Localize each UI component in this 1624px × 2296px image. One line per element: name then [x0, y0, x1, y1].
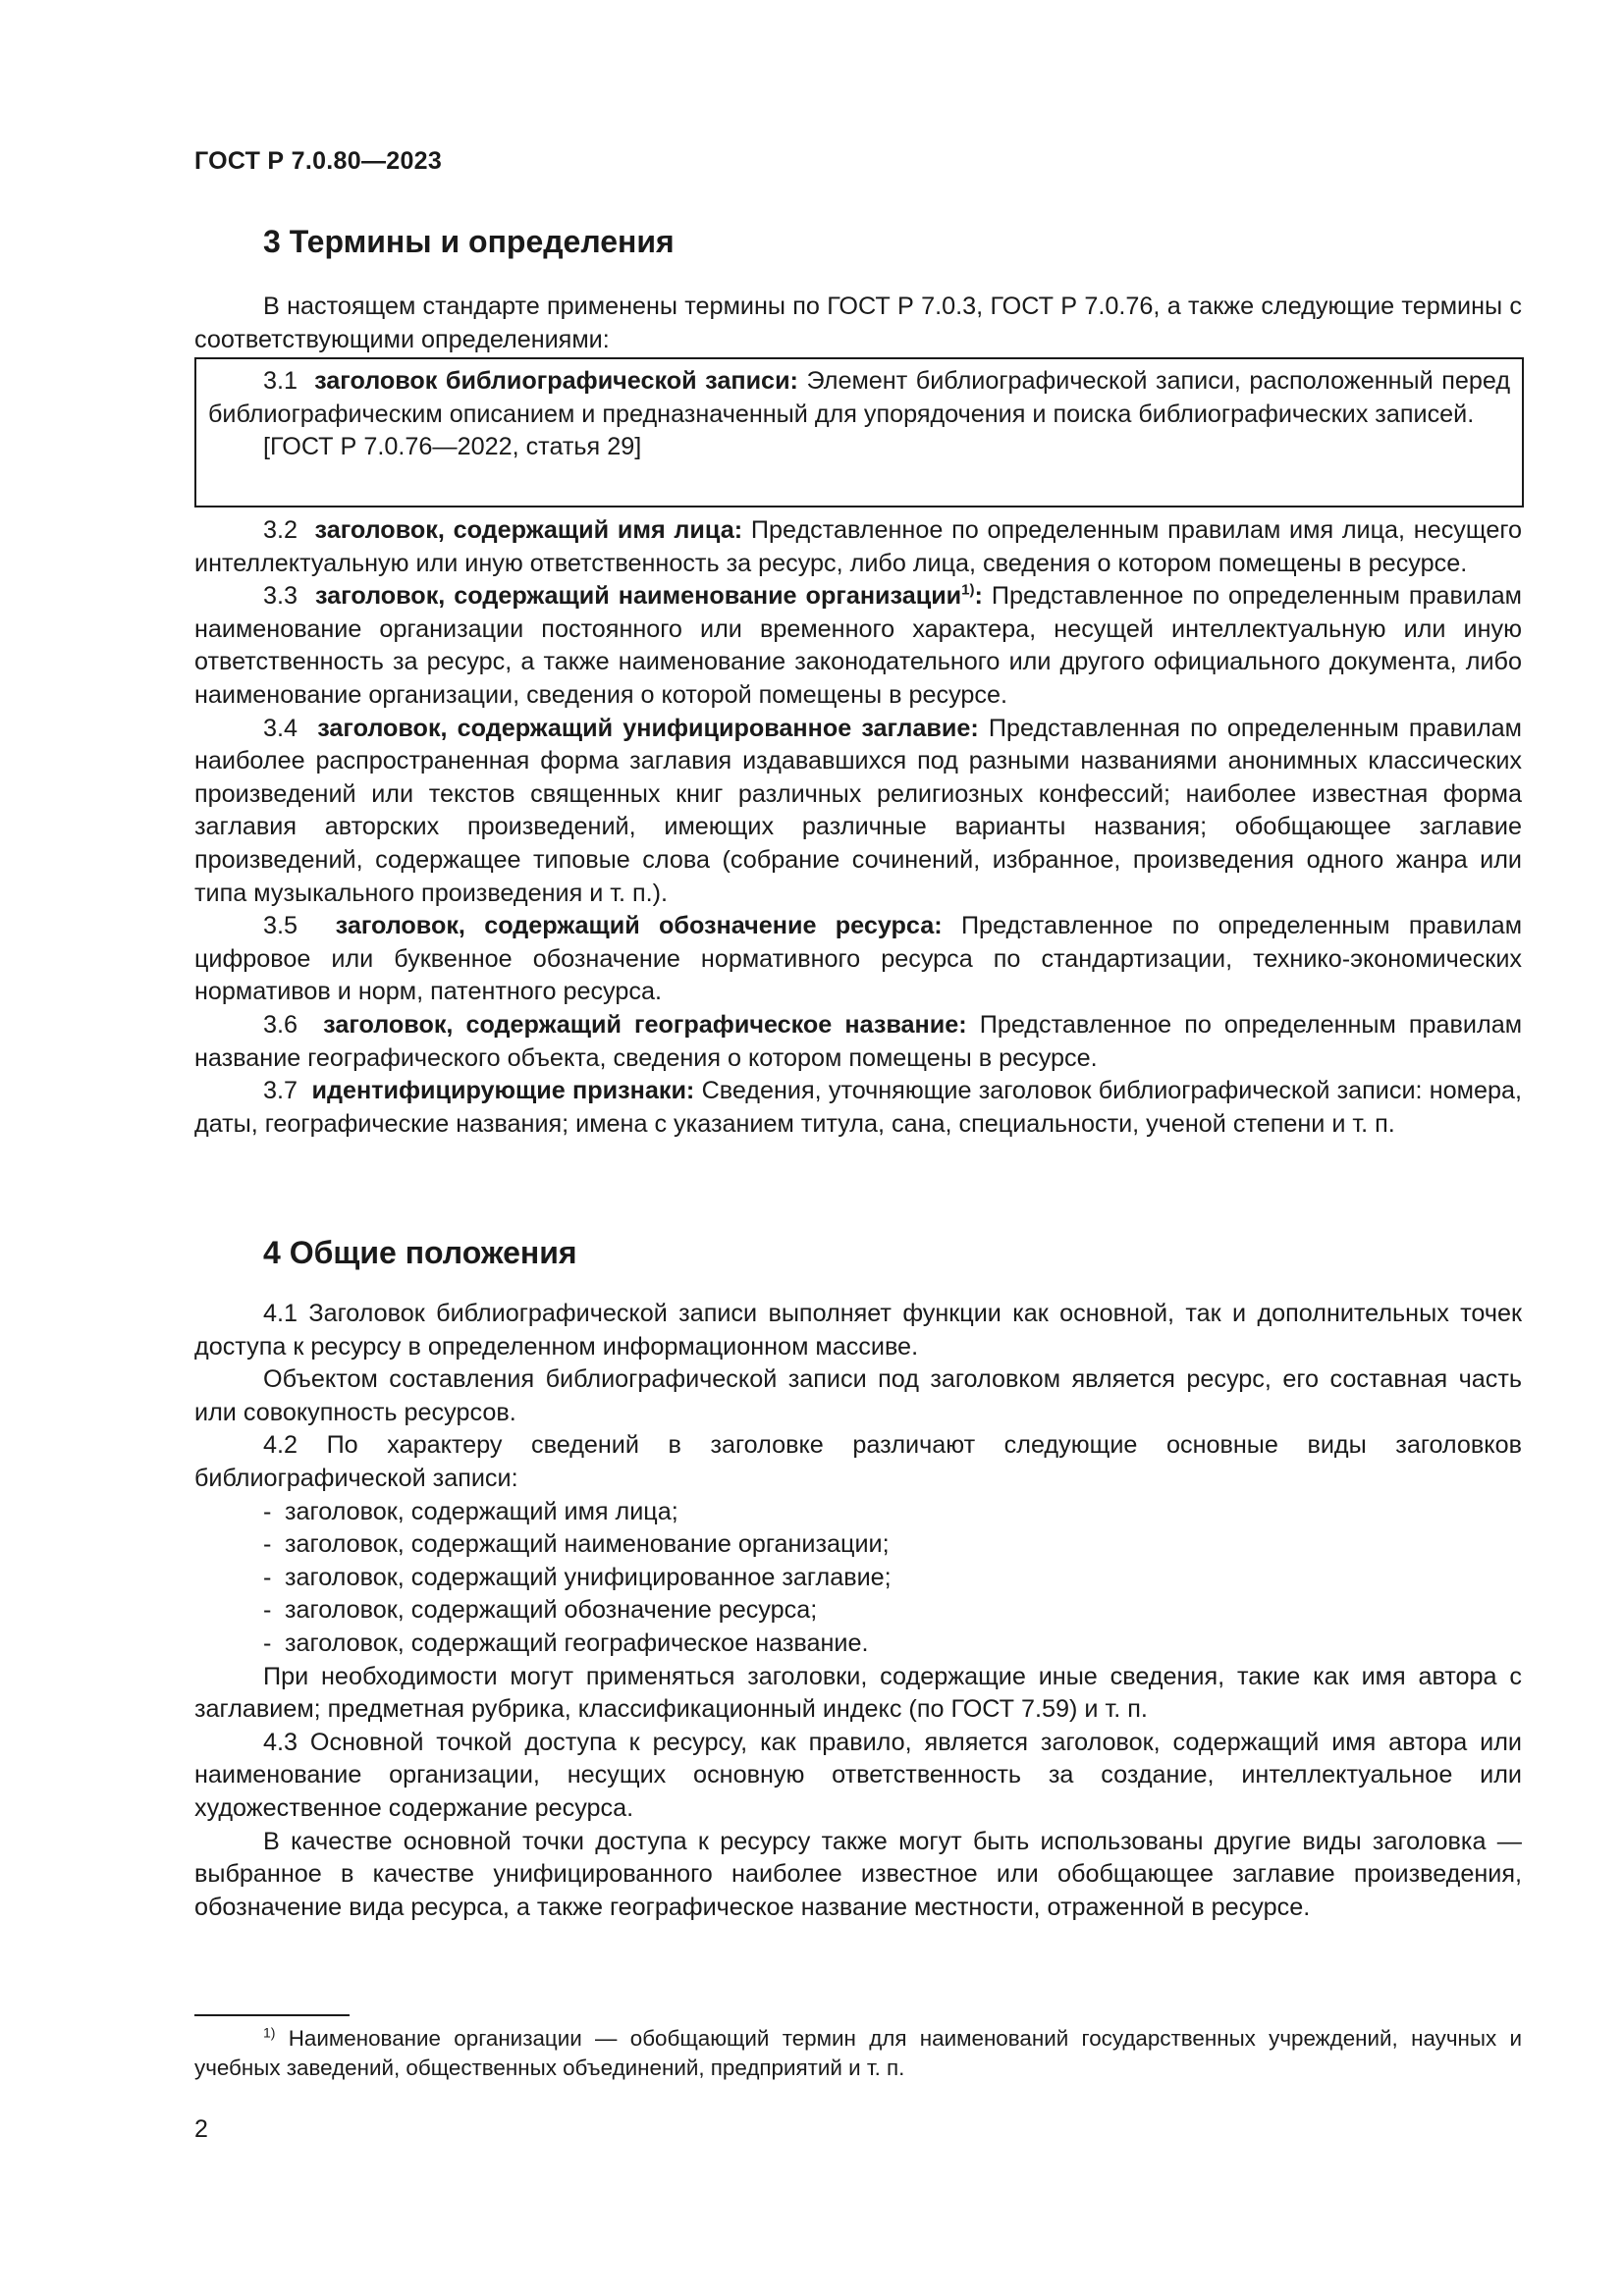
term-3-3 [194, 580, 1522, 712]
term-3-5 [194, 910, 1522, 1009]
term-number: 3.3 [263, 582, 298, 611]
term-name: заголовок, содержащий унифицированное заглавие: [317, 714, 979, 742]
term-name: заголовок, содержащий наименование организации$^{1)}$: [314, 581, 983, 611]
list-item: - заголовок, содержащий географическое название. [194, 1628, 1522, 1661]
term-number: 3.2 [263, 516, 298, 544]
paragraph-4-1: 4.1 Заголовок библиографической записи выполняет функции как основной, так и дополнительных точек доступа к ресурсу в определенном информационном массиве. [194, 1300, 1522, 1361]
section-4-title: 4 Общие положения [263, 1235, 577, 1270]
term-name: заголовок, содержащий обозначение ресурса: [335, 912, 943, 940]
term-3-4 [194, 713, 1522, 911]
term-number: 3.4 [263, 714, 298, 742]
intro-paragraph: В настоящем стандарте применены термины по ГОСТ Р 7.0.3, ГОСТ Р 7.0.76, а также следующие термины с соответствующими определениями: [194, 293, 1522, 353]
paragraph-4-1-object: Объектом составления библиографической записи под заголовком является ресурс, его составная часть или совокупность ресурсов. [194, 1365, 1522, 1426]
page-number: 2 [194, 2115, 208, 2143]
footnote-reference[interactable]: 1) [961, 581, 975, 599]
section-4-body [194, 1298, 1522, 1924]
term-definition: Сведения, уточняющие заголовок библиографической записи: номера, даты, географические названия; имена с указанием титула, сана, специальности, ученой степени и т. п. [194, 1077, 1523, 1138]
term-name: заголовок библиографической записи: [314, 367, 798, 395]
term-definition: Представленное по определенным правилам цифровое или буквенное обозначение нормативного ресурса по стандартизации, технико-экономических нормативов и норм, патентного ресурса. [194, 912, 1523, 1006]
section-3-title: 3 Термины и определения [263, 224, 675, 259]
paragraph-4-3: 4.3 Основной точкой доступа к ресурсу, как правило, является заголовок, содержащий имя автора или наименование организации, несущих основную ответственность за создание, интеллектуальное или художественное содержание ресурса. [194, 1728, 1522, 1822]
term-definition: Представленное по определенным правилам имя лица, несущего интеллектуальную или иную ответственность за ресурс, либо лица, сведения о котором помещены в ресурсе. [194, 516, 1522, 577]
term-definition: Представленное по определенным правилам название географического объекта, сведения о котором помещены в ресурсе. [194, 1010, 1523, 1072]
list-item: - заголовок, содержащий имя лица; [194, 1496, 1522, 1529]
paragraph-4-2: 4.2 По характеру сведений в заголовке различают следующие основные виды заголовков библиографической записи: [194, 1431, 1522, 1492]
list-item: - заголовок, содержащий наименование организации; [194, 1528, 1522, 1562]
list-item: - заголовок, содержащий унифицированное заглавие; [194, 1562, 1522, 1595]
footnote-divider [194, 2014, 350, 2016]
footnote-mark: 1) [263, 2024, 276, 2041]
document-code-header: ГОСТ Р 7.0.80—2023 [194, 147, 443, 175]
paragraph-main-access-point: В качестве основной точки доступа к ресурсу также могут быть использованы другие виды заголовка — выбранное в качестве унифицированного наиболее известное или обобщающее заглавие произведения, обозначение вида ресурса, а также географическое название местности, отраженной в ресурсе. [194, 1827, 1522, 1921]
list-dash: - [263, 1497, 272, 1525]
term-number: 3.5 [263, 912, 298, 940]
term-definitions [194, 514, 1522, 1141]
term-definition: Представленная по определенным правилам наиболее распространенная форма заглавия издававшихся под разными названиями анонимных классических произведений или текстов священных книг различных религиозных конфессий; наиболее известная форма заглавия авторских произведений, имеющих различные варианты названия; обобщающее заглавие произведений, содержащее типовые слова (собрание сочинений, избранное, произведения одного жанра или типа музыкального произведения и т. п.). [194, 714, 1522, 907]
term-number: 3.7 [263, 1077, 298, 1105]
term-definition: Представленное по определенным правилам наименование организации постоянного или временного характера, несущей интеллектуальную или иную ответственность за ресурс, а также наименование законодательного или другого официального документа, либо наименование организации, сведения о которой помещены в ресурсе. [194, 582, 1522, 709]
term-3-2 [194, 514, 1522, 580]
list-dash: - [263, 1629, 272, 1657]
section-3-intro [194, 291, 1522, 356]
term-number: 3.6 [263, 1010, 298, 1039]
term-3-7 [194, 1075, 1522, 1141]
boxed-term-definition [194, 357, 1524, 507]
footnote-text: Наименование организации — обобщающий термин для наименований государственных учреждений, научных и учебных заведений, общественных объединений, предприятий и т. п. [194, 2026, 1522, 2080]
term-source: [ГОСТ Р 7.0.76—2022, статья 29] [263, 433, 642, 461]
term-3-6 [194, 1009, 1522, 1075]
footnote [194, 2024, 1522, 2083]
list-dash: - [263, 1563, 272, 1591]
term-3-1 [208, 365, 1510, 431]
list-dash: - [263, 1596, 272, 1625]
list-dash: - [263, 1530, 272, 1559]
term-definition: Элемент библиографической записи, расположенный перед библиографическим описанием и предназначенный для упорядочения и поиска библиографических записей. [208, 367, 1511, 428]
term-number: 3.1 [263, 367, 298, 395]
paragraph-other-headings: При необходимости могут применяться заголовки, содержащие иные сведения, такие как имя автора с заглавием; предметная рубрика, классификационный индекс (по ГОСТ 7.59) и т. п. [194, 1662, 1522, 1724]
term-name: заголовок, содержащий имя лица: [314, 516, 743, 544]
term-name: идентифицирующие признаки: [311, 1077, 695, 1105]
term-name: заголовок, содержащий географическое название: [323, 1010, 967, 1039]
list-item: - заголовок, содержащий обозначение ресурса; [194, 1594, 1522, 1628]
